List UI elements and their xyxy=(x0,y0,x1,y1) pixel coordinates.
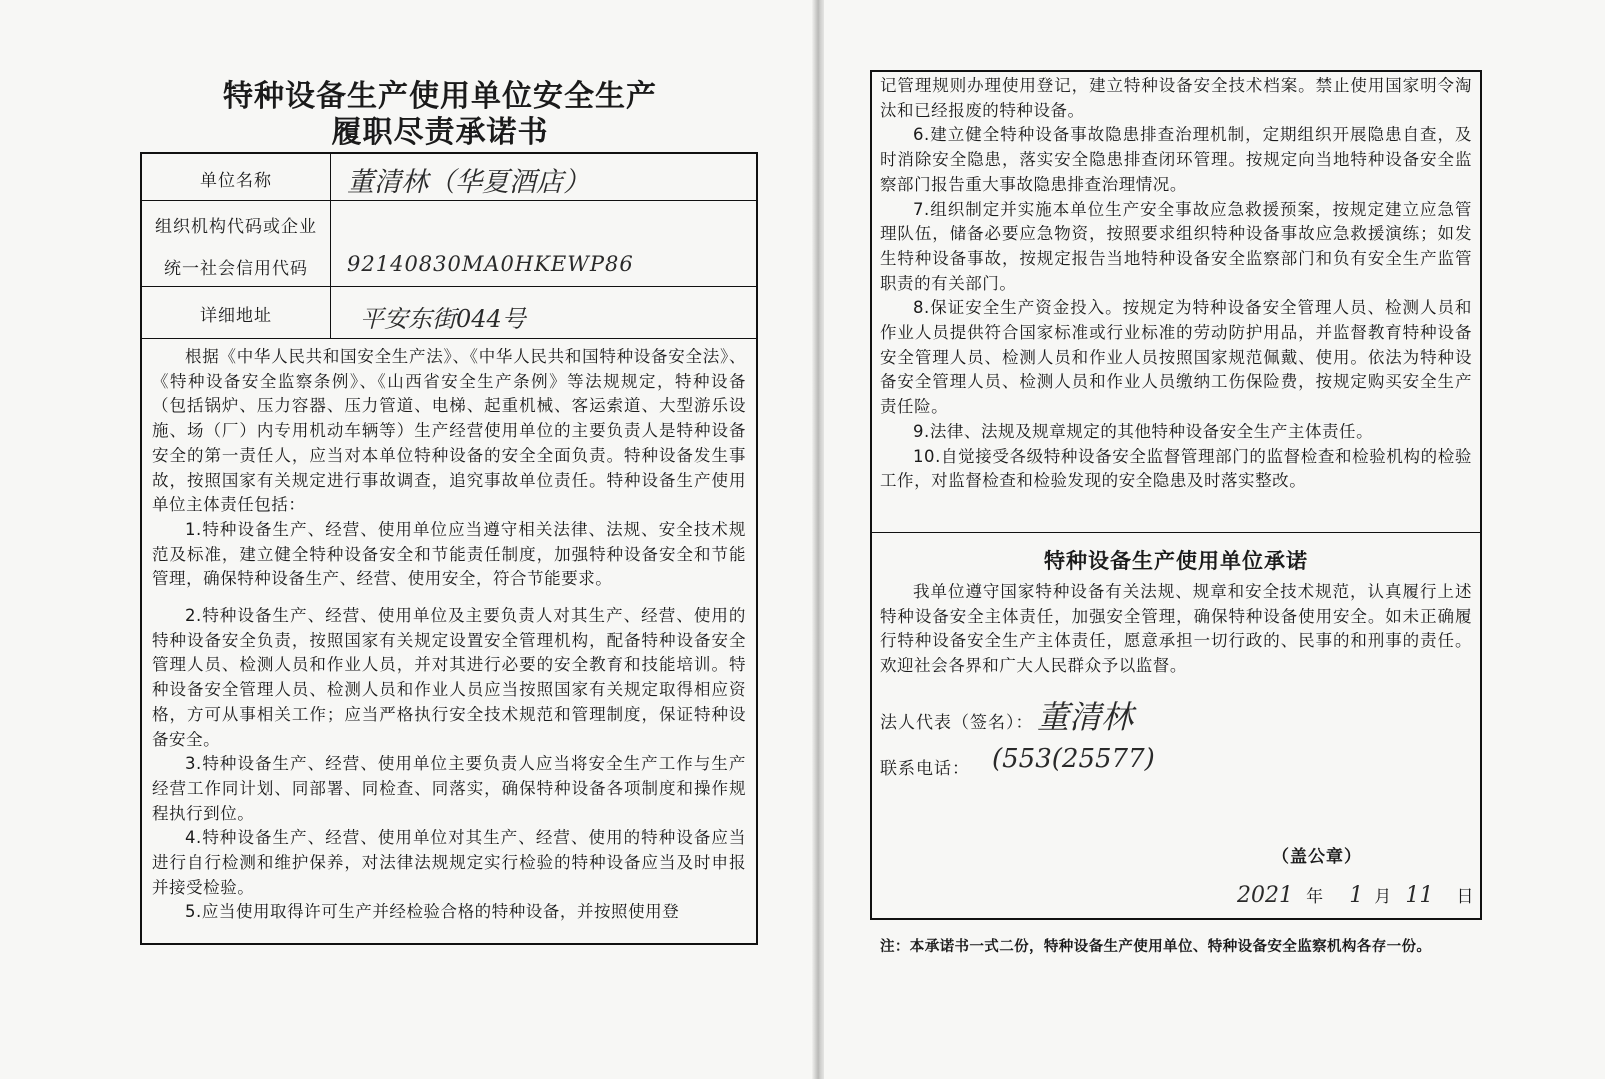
org-code-handwritten: 92140830MA0HKEWP86 xyxy=(347,252,634,276)
date-year-char: 年 xyxy=(1306,887,1325,907)
date-day-handwritten: 11 xyxy=(1405,883,1434,908)
date-day-char: 日 xyxy=(1456,887,1475,907)
body-paragraph: 10.自觉接受各级特种设备安全监督管理部门的监督检查和检验机构的检验工作，对监督检查和检验发现的安全隐患及时落实整改。 xyxy=(880,446,1472,491)
unit-name-handwritten: 董清林（华夏酒店） xyxy=(347,167,590,198)
left-body-text xyxy=(152,345,746,925)
body-paragraph: 5.应当使用取得许可生产并经检验合格的特种设备，并按照使用登 xyxy=(185,902,680,922)
table-row-divider xyxy=(142,200,756,201)
commitment-paragraph: 我单位遵守国家特种设备有关法规、规章和安全技术规范，认真履行上述特种设备安全主体责任，加强安全管理，确保特种设备使用安全。如未正确履行特种设备安全生产主体责任，愿意承担一切行政的、民事的和刑事的责任。欢迎社会各界和广大人民群众予以监督。 xyxy=(880,582,1472,676)
body-paragraph: 记管理规则办理使用登记，建立特种设备安全技术档案。禁止使用国家明令淘汰和已经报废的特种设备。 xyxy=(880,76,1472,120)
body-paragraph: 6.建立健全特种设备事故隐患排查治理机制，定期组织开展隐患自查，及时消除安全隐患，落实安全隐患排查闭环管理。按规定向当地特种设备安全监察部门报告重大事故隐患排查治理情况。 xyxy=(880,125,1472,194)
legal-rep-signature: 董清林 xyxy=(1037,698,1134,736)
right-body-text xyxy=(880,74,1472,494)
document-title-line2: 履职尽责承诺书 xyxy=(331,115,549,150)
commitment-text xyxy=(880,580,1472,679)
body-paragraph: 3.特种设备生产、经营、使用单位主要负责人应当将安全生产工作与生产经营工作同计划、同部署、同检查、同落实，确保特种设备各项制度和操作规程执行到位。 xyxy=(152,754,746,823)
org-code-label-line2: 统一社会信用代码 xyxy=(164,259,308,279)
commitment-form-table xyxy=(140,152,758,945)
legal-rep-label: 法人代表（签名）： xyxy=(880,713,1034,733)
date-month-handwritten: 1 xyxy=(1349,883,1364,908)
unit-name-label: 单位名称 xyxy=(200,171,272,191)
table-row-divider xyxy=(142,338,756,339)
signing-date xyxy=(1237,882,1474,908)
footnote: 注：本承诺书一式二份，特种设备生产使用单位、特种设备安全监察机构各存一份。 xyxy=(880,939,1432,955)
phone-handwritten: (553(25577) xyxy=(992,744,1155,774)
phone-label: 联系电话： xyxy=(880,759,970,779)
body-paragraph: 8.保证安全生产资金投入。按规定为特种设备安全管理人员、检测人员和作业人员提供符合国家标准或行业标准的劳动防护用品，并监督教育特种设备安全管理人员、检测人员和作业人员按照国家规范佩戴、使用。依法为特种设备安全管理人员、检测人员和作业人员缴纳工伤保险费，按规定购买安全生产责任险。 xyxy=(880,298,1472,417)
body-paragraph: 4.特种设备生产、经营、使用单位对其生产、经营、使用的特种设备应当进行自行检测和维护保养，对法律法规规定实行检验的特种设备应当及时申报并接受检验。 xyxy=(152,828,746,897)
body-paragraph: 1.特种设备生产、经营、使用单位应当遵守相关法律、法规、安全技术规范及标准，建立健全特种设备安全和节能责任制度，加强特种设备安全和节能管理，确保特种设备生产、经营、使用安全，符合节能要求。 xyxy=(152,519,746,589)
date-year-handwritten: 2021 xyxy=(1237,883,1293,908)
commitment-continuation-table xyxy=(870,70,1482,920)
body-paragraph: 2.特种设备生产、经营、使用单位及主要负责人对其生产、经营、使用的特种设备安全负责，按照国家有关规定设置安全管理机构，配备特种设备安全管理人员、检测人员和作业人员，并对其进行必要的安全教育和技能培训。特种设备安全管理人员、检测人员和作业人员应当按照国家有关规定取得相应资格，方可从事相关工作；应当严格执行安全技术规范和管理制度，保证特种设备安全。 xyxy=(152,606,746,749)
body-paragraph: 7.组织制定并实施本单位生产安全事故应急救援预案，按规定建立应急管理队伍，储备必要应急物资，按照要求组织特种设备事故应急救援演练；如发生特种设备事故，按规定报告当地特种设备安全监察部门和负有安全生产监管职责的有关部门。 xyxy=(880,199,1472,293)
address-handwritten: 平安东街044号 xyxy=(360,305,526,333)
table-column-divider xyxy=(330,154,331,338)
org-code-label-line1: 组织机构代码或企业 xyxy=(155,217,317,237)
table-row-divider xyxy=(142,286,756,287)
document-title-line1: 特种设备生产使用单位安全生产 xyxy=(223,79,657,114)
date-month-char: 月 xyxy=(1374,887,1393,907)
commitment-title: 特种设备生产使用单位承诺 xyxy=(1044,549,1308,573)
address-label: 详细地址 xyxy=(200,306,272,326)
section-divider xyxy=(872,532,1480,533)
body-paragraph: 9.法律、法规及规章规定的其他特种设备安全生产主体责任。 xyxy=(913,421,1374,441)
body-paragraph: 根据《中华人民共和国安全生产法》、《中华人民共和国特种设备安全法》、《特种设备安全监察条例》、《山西省安全生产条例》等法规规定，特种设备（包括锅炉、压力容器、压力管道、电梯、起重机械、客运索道、大型游乐设施、场（厂）内专用机动车辆等）生产经营使用单位的主要负责人是特种设备安全的第一责任人，应当对本单位特种设备的安全全面负责。特种设备发生事故，按照国家有关规定进行事故调查，追究事故单位责任。特种设备生产使用单位主体责任包括： xyxy=(152,347,746,515)
official-seal-label: （盖公章） xyxy=(1272,847,1362,867)
